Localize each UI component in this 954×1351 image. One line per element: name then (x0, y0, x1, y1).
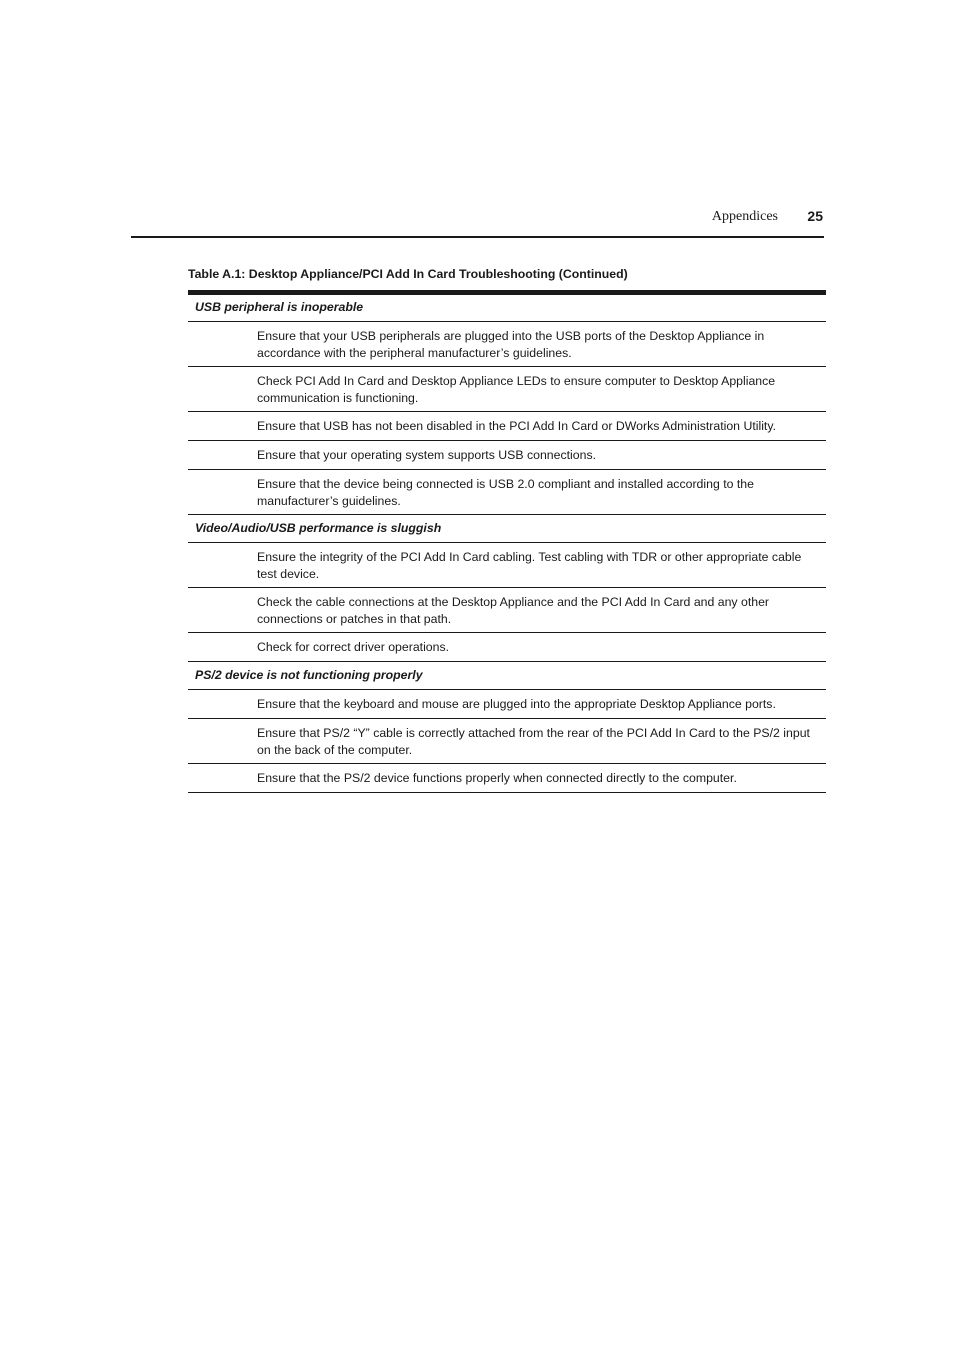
page-number: 25 (807, 208, 823, 224)
category-row: PS/2 device is not functioning properly (188, 662, 826, 690)
table-row: Ensure the integrity of the PCI Add In Card cabling. Test cabling with TDR or other appropriate cable test device. (188, 543, 826, 588)
section-name: Appendices (711, 209, 778, 224)
category-row: Video/Audio/USB performance is sluggish (188, 515, 826, 543)
category-row: USB peripheral is inoperable (188, 295, 826, 322)
table-row: Ensure that your operating system supports USB connections. (188, 441, 826, 470)
table-row: Ensure that USB has not been disabled in the PCI Add In Card or DWorks Administration Utility. (188, 412, 826, 441)
table-row: Ensure that the keyboard and mouse are plugged into the appropriate Desktop Appliance ports. (188, 690, 826, 719)
table-row: Ensure that the PS/2 device functions properly when connected directly to the computer. (188, 764, 826, 793)
troubleshooting-table (188, 290, 826, 793)
table-row: Check the cable connections at the Desktop Appliance and the PCI Add In Card and any other connections or patches in that path. (188, 588, 826, 633)
table-row: Check PCI Add In Card and Desktop Appliance LEDs to ensure computer to Desktop Appliance communication is functioning. (188, 367, 826, 412)
table-row: Check for correct driver operations. (188, 633, 826, 662)
table-caption: Table A.1: Desktop Appliance/PCI Add In Card Troubleshooting (Continued) (188, 267, 628, 281)
table-row: Ensure that the device being connected is USB 2.0 compliant and installed according to the manufacturer’s guidelines. (188, 470, 826, 515)
table-row: Ensure that PS/2 “Y” cable is correctly attached from the rear of the PCI Add In Card to the PS/2 input on the back of the computer. (188, 719, 826, 764)
table-row: Ensure that your USB peripherals are plugged into the USB ports of the Desktop Appliance in accordance with the peripheral manufacturer’s guidelines. (188, 322, 826, 367)
running-header (131, 206, 824, 238)
